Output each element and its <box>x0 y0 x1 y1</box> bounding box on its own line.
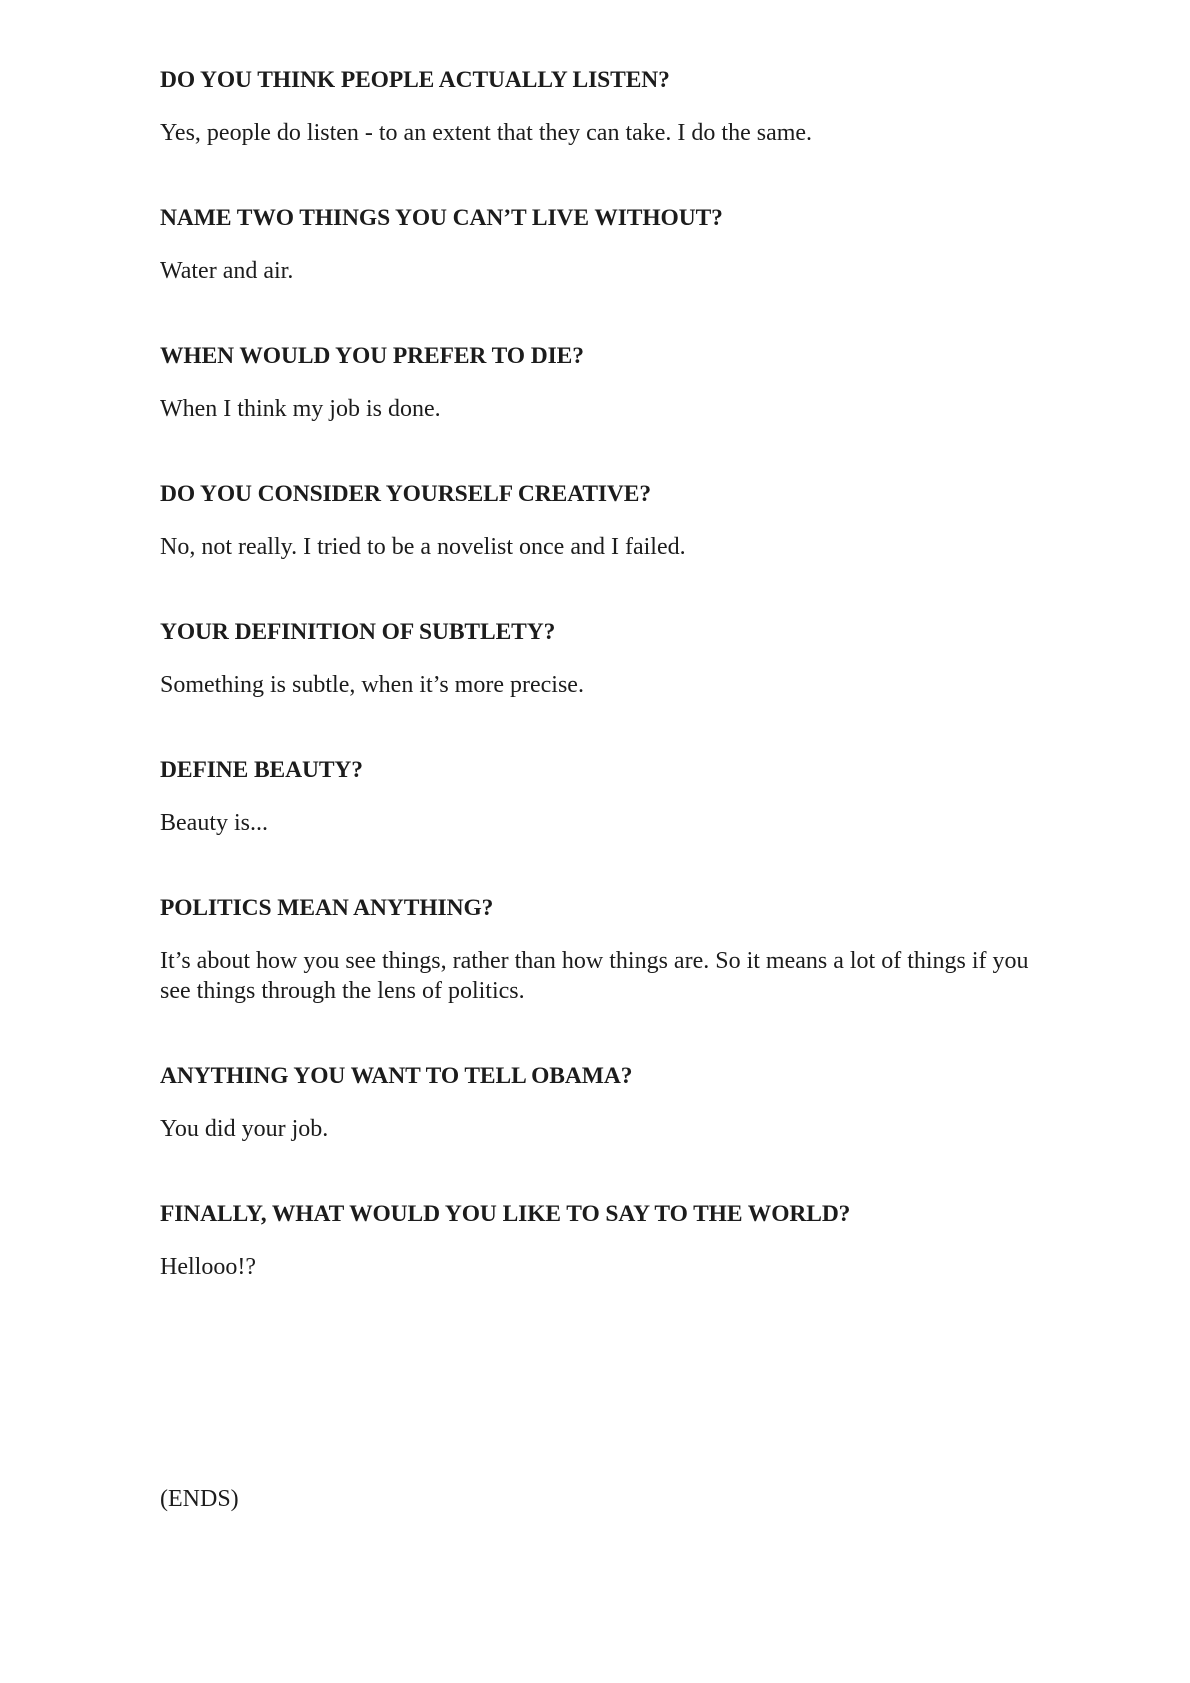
qa-item <box>160 202 1050 286</box>
qa-item <box>160 1060 1050 1144</box>
question-heading: DEFINE BEAUTY? <box>160 757 363 783</box>
qa-item <box>160 478 1050 562</box>
question-heading: DO YOU THINK PEOPLE ACTUALLY LISTEN? <box>160 67 670 93</box>
qa-item <box>160 616 1050 700</box>
interview-page <box>160 64 1050 1336</box>
answer-text: You did your job. <box>160 1116 329 1142</box>
answer-text: Water and air. <box>160 258 294 284</box>
answer-text: Beauty is... <box>160 810 268 836</box>
qa-item <box>160 64 1050 148</box>
question-heading: FINALLY, WHAT WOULD YOU LIKE TO SAY TO THE WORLD? <box>160 1201 851 1227</box>
qa-item <box>160 1198 1050 1282</box>
question-heading: NAME TWO THINGS YOU CAN’T LIVE WITHOUT? <box>160 205 723 231</box>
question-heading: DO YOU CONSIDER YOURSELF CREATIVE? <box>160 481 652 507</box>
answer-text: Yes, people do listen - to an extent that they can take. I do the same. <box>160 120 813 146</box>
question-heading: ANYTHING YOU WANT TO TELL OBAMA? <box>160 1063 633 1089</box>
qa-item <box>160 754 1050 838</box>
answer-text: When I think my job is done. <box>160 396 441 422</box>
answer-text: It’s about how you see things, rather than how things are. So it means a lot of things if you see things through the lens of politics. <box>160 948 1029 1004</box>
answer-text: Something is subtle, when it’s more precise. <box>160 672 584 698</box>
qa-item <box>160 892 1050 1006</box>
question-heading: POLITICS MEAN ANYTHING? <box>160 895 494 921</box>
question-heading: WHEN WOULD YOU PREFER TO DIE? <box>160 343 584 369</box>
qa-item <box>160 340 1050 424</box>
answer-text: Hellooo!? <box>160 1254 256 1280</box>
ends-marker: (ENDS) <box>160 1486 239 1512</box>
question-heading: YOUR DEFINITION OF SUBTLETY? <box>160 619 556 645</box>
answer-text: No, not really. I tried to be a novelist once and I failed. <box>160 534 686 560</box>
